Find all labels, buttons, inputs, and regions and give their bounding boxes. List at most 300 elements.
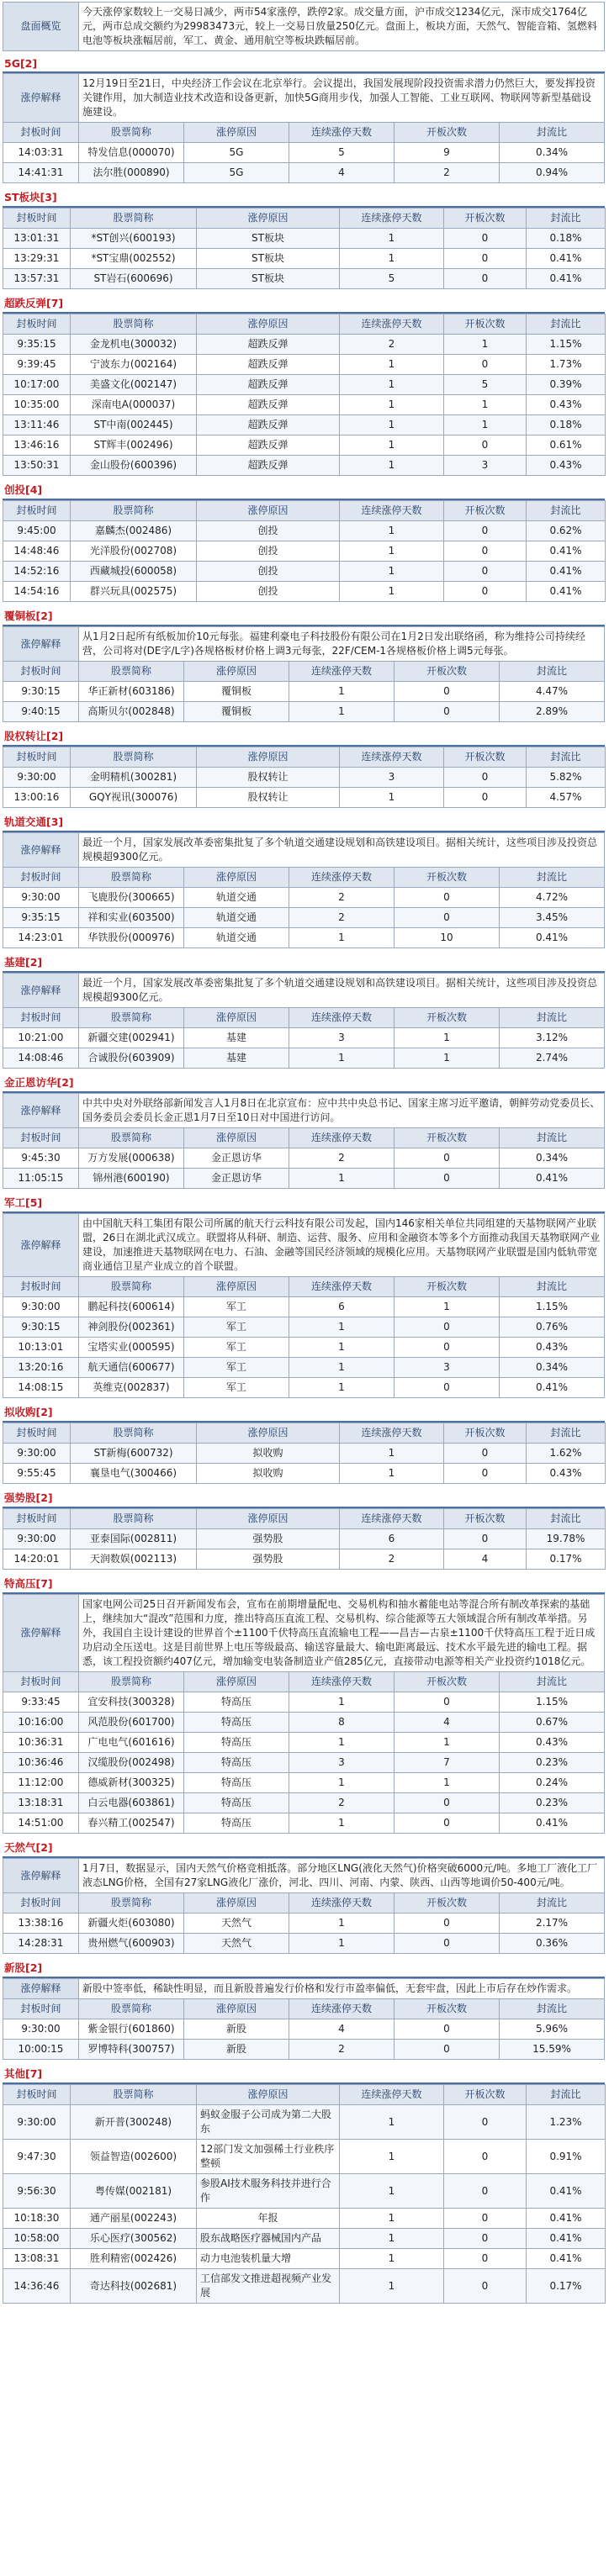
table-row — [3, 1338, 605, 1358]
column-header-limit-up-reason: 涨停原因 — [184, 1277, 289, 1297]
cell-limit-up-reason: 5G — [184, 163, 289, 183]
cell-stock-name: 紫金银行(601860) — [79, 2019, 184, 2040]
cell-seal-ratio: 0.94% — [500, 163, 605, 183]
cell-seal-time: 13:18:31 — [3, 1793, 79, 1813]
section-table — [3, 500, 606, 602]
cell-open-count: 2 — [395, 163, 500, 183]
cell-open-count: 10 — [395, 928, 500, 948]
cell-seal-ratio: 0.39% — [527, 375, 606, 395]
cell-seal-ratio: 1.15% — [500, 1692, 605, 1713]
column-header-seal-time: 封板时间 — [3, 1672, 79, 1692]
cell-seal-time: 9:30:00 — [3, 888, 79, 908]
cell-seal-time: 9:30:00 — [3, 1297, 79, 1317]
cell-seal-time: 9:30:00 — [3, 1444, 71, 1464]
cell-open-count: 4 — [444, 1549, 527, 1570]
cell-stock-name: GQY视讯(300076) — [71, 788, 197, 808]
cell-stock-name: *ST创兴(600193) — [71, 229, 197, 249]
cell-limit-up-reason: 天然气 — [184, 1914, 289, 1934]
cell-limit-up-reason: 超跌反弹 — [197, 415, 340, 435]
cell-consecutive-days: 1 — [340, 395, 444, 415]
cell-seal-time: 14:52:16 — [3, 562, 71, 582]
column-header-seal-time: 封板时间 — [3, 1277, 79, 1297]
cell-stock-name: 贵州燃气(600903) — [79, 1934, 184, 1954]
cell-seal-ratio: 0.91% — [527, 2140, 606, 2174]
cell-limit-up-reason: 超跌反弹 — [197, 375, 340, 395]
cell-consecutive-days: 2 — [340, 1549, 444, 1570]
sections-container — [3, 53, 605, 2304]
column-header-limit-up-reason: 涨停原因 — [197, 747, 340, 768]
column-header-stock-name: 股票简称 — [79, 123, 184, 143]
column-header-consecutive-days: 连续涨停天数 — [289, 1128, 395, 1148]
cell-seal-time: 14:23:01 — [3, 928, 79, 948]
table-row — [3, 456, 606, 476]
table-row — [3, 143, 605, 163]
header-row — [3, 1893, 605, 1914]
column-header-limit-up-reason: 涨停原因 — [184, 1999, 289, 2019]
cell-stock-name: 宁波东力(002164) — [71, 355, 197, 375]
header-row — [3, 501, 606, 521]
cell-limit-up-reason: 股权转让 — [197, 788, 340, 808]
cell-stock-name: 万方发展(000638) — [79, 1148, 184, 1169]
cell-limit-up-reason: 军工 — [184, 1297, 289, 1317]
cell-seal-ratio: 1.15% — [500, 1297, 605, 1317]
column-header-stock-name: 股票简称 — [71, 209, 197, 229]
section-title: 强势股[2] — [3, 1486, 605, 1508]
column-header-limit-up-reason: 涨停原因 — [184, 868, 289, 888]
column-header-open-count: 开板次数 — [444, 314, 527, 335]
cell-stock-name: 亚泰国际(002811) — [71, 1529, 197, 1549]
cell-seal-time: 9:56:30 — [3, 2174, 71, 2209]
cell-open-count: 1 — [395, 1028, 500, 1048]
cell-limit-up-reason: 新股 — [184, 2019, 289, 2040]
cell-consecutive-days: 2 — [289, 908, 395, 928]
cell-limit-up-reason: 特高压 — [184, 1713, 289, 1733]
cell-stock-name: 祥和实业(603500) — [79, 908, 184, 928]
cell-seal-ratio: 1.73% — [527, 355, 606, 375]
cell-open-count: 0 — [395, 1378, 500, 1398]
cell-consecutive-days: 1 — [340, 521, 444, 541]
cell-open-count: 0 — [395, 888, 500, 908]
cell-stock-name: 合诚股份(603909) — [79, 1048, 184, 1069]
table-row — [3, 1914, 605, 1934]
cell-seal-time: 10:16:00 — [3, 1713, 79, 1733]
cell-consecutive-days: 1 — [289, 1733, 395, 1753]
note-label: 涨停解释 — [3, 1859, 79, 1893]
table-row — [3, 521, 606, 541]
section-table — [3, 1858, 605, 1954]
column-header-seal-ratio: 封流比 — [500, 1893, 605, 1914]
table-row — [3, 1378, 605, 1398]
summary-label: 盘面概览 — [3, 3, 79, 51]
cell-seal-ratio: 2.74% — [500, 1048, 605, 1069]
cell-open-count: 0 — [444, 2209, 527, 2229]
cell-seal-time: 9:39:45 — [3, 355, 71, 375]
cell-seal-ratio: 0.61% — [527, 435, 606, 456]
cell-open-count: 0 — [395, 908, 500, 928]
cell-limit-up-reason: 工信部发文推进超视频产业发展 — [197, 2269, 340, 2304]
cell-stock-name: ST辉丰(002496) — [71, 435, 197, 456]
cell-limit-up-reason: 超跌反弹 — [197, 355, 340, 375]
cell-seal-time: 14:03:31 — [3, 143, 79, 163]
cell-stock-name: 华铁股份(000976) — [79, 928, 184, 948]
cell-limit-up-reason: 动力电池装机量大增 — [197, 2249, 340, 2269]
section-table — [3, 832, 605, 948]
cell-open-count: 0 — [395, 1169, 500, 1189]
cell-consecutive-days: 1 — [340, 788, 444, 808]
header-row — [3, 1128, 605, 1148]
cell-seal-time: 9:45:00 — [3, 521, 71, 541]
cell-stock-name: 白云电器(603861) — [79, 1793, 184, 1813]
cell-limit-up-reason: 军工 — [184, 1317, 289, 1338]
cell-limit-up-reason: 创投 — [197, 582, 340, 602]
cell-seal-ratio: 0.24% — [500, 1773, 605, 1793]
cell-limit-up-reason: 轨道交通 — [184, 888, 289, 908]
column-header-stock-name: 股票简称 — [71, 314, 197, 335]
column-header-open-count: 开板次数 — [444, 1509, 527, 1529]
cell-open-count: 0 — [444, 269, 527, 289]
cell-seal-ratio: 2.17% — [500, 1914, 605, 1934]
column-header-limit-up-reason: 涨停原因 — [184, 123, 289, 143]
table-row — [3, 249, 606, 269]
column-header-seal-time: 封板时间 — [3, 1893, 79, 1914]
cell-seal-ratio: 1.23% — [527, 2105, 606, 2140]
cell-limit-up-reason: 超跌反弹 — [197, 435, 340, 456]
header-row — [3, 1509, 606, 1529]
cell-consecutive-days: 1 — [340, 456, 444, 476]
column-header-limit-up-reason: 涨停原因 — [197, 501, 340, 521]
cell-seal-ratio: 0.41% — [527, 541, 606, 562]
cell-seal-ratio: 0.17% — [527, 2269, 606, 2304]
table-row — [3, 2019, 605, 2040]
cell-seal-ratio: 0.34% — [500, 1358, 605, 1378]
summary-text: 今天涨停家数较上一交易日减少，两市54家涨停，跌停2家。成交量方面，沪市成交1234亿元，深市成交1764亿元，两市总成交额约为29983473元，较上一交易日放量250亿元。盘面上，板块方面，天然气、智能音箱、氢燃料电池等板块涨幅居前，军工、黄金、通用航空等板块跌幅居前。 — [79, 3, 605, 51]
cell-seal-time: 11:12:00 — [3, 1773, 79, 1793]
table-row — [3, 1358, 605, 1378]
section-title: 天然气[2] — [3, 1835, 605, 1858]
cell-seal-time: 9:35:15 — [3, 335, 71, 355]
column-header-seal-time: 封板时间 — [3, 501, 71, 521]
cell-open-count: 0 — [444, 768, 527, 788]
cell-stock-name: 西藏城投(600058) — [71, 562, 197, 582]
section-table — [3, 2084, 606, 2304]
cell-limit-up-reason: 特高压 — [184, 1773, 289, 1793]
section-title: 基建[2] — [3, 950, 605, 973]
column-header-consecutive-days: 连续涨停天数 — [340, 747, 444, 768]
column-header-consecutive-days: 连续涨停天数 — [289, 1999, 395, 2019]
cell-seal-ratio: 4.57% — [527, 788, 606, 808]
cell-consecutive-days: 1 — [289, 682, 395, 702]
cell-open-count: 0 — [395, 1692, 500, 1713]
column-header-stock-name: 股票简称 — [79, 1128, 184, 1148]
table-row — [3, 1297, 605, 1317]
cell-limit-up-reason: 金正恩访华 — [184, 1169, 289, 1189]
cell-seal-time: 13:20:16 — [3, 1358, 79, 1378]
column-header-seal-time: 封板时间 — [3, 662, 79, 682]
column-header-limit-up-reason: 涨停原因 — [184, 1893, 289, 1914]
cell-stock-name: 神剑股份(002361) — [79, 1317, 184, 1338]
cell-seal-time: 13:01:31 — [3, 229, 71, 249]
cell-limit-up-reason: 创投 — [197, 562, 340, 582]
cell-seal-time: 14:28:31 — [3, 1934, 79, 1954]
cell-stock-name: 英维克(002837) — [79, 1378, 184, 1398]
table-row — [3, 415, 606, 435]
cell-open-count: 0 — [444, 541, 527, 562]
cell-seal-ratio: 0.41% — [527, 269, 606, 289]
column-header-seal-ratio: 封流比 — [500, 1999, 605, 2019]
cell-limit-up-reason: ST板块 — [197, 229, 340, 249]
cell-consecutive-days: 1 — [289, 1169, 395, 1189]
table-row — [3, 562, 606, 582]
column-header-consecutive-days: 连续涨停天数 — [289, 662, 395, 682]
cell-stock-name: 天润数娱(002113) — [71, 1549, 197, 1570]
cell-open-count: 0 — [395, 2019, 500, 2040]
cell-consecutive-days: 6 — [289, 1297, 395, 1317]
column-header-seal-ratio: 封流比 — [527, 1509, 606, 1529]
column-header-open-count: 开板次数 — [395, 1893, 500, 1914]
cell-seal-ratio: 0.41% — [527, 2249, 606, 2269]
table-row — [3, 1048, 605, 1069]
column-header-consecutive-days: 连续涨停天数 — [340, 1423, 444, 1444]
cell-seal-ratio: 0.41% — [527, 2174, 606, 2209]
cell-stock-name: 法尔胜(000890) — [79, 163, 184, 183]
cell-open-count: 3 — [395, 1358, 500, 1378]
cell-seal-ratio: 0.62% — [527, 521, 606, 541]
cell-limit-up-reason: ST板块 — [197, 249, 340, 269]
note-row — [3, 833, 605, 868]
cell-open-count: 0 — [444, 249, 527, 269]
table-row — [3, 229, 606, 249]
column-header-seal-time: 封板时间 — [3, 1128, 79, 1148]
column-header-limit-up-reason: 涨停原因 — [197, 1509, 340, 1529]
column-header-consecutive-days: 连续涨停天数 — [340, 314, 444, 335]
header-row — [3, 123, 605, 143]
column-header-stock-name: 股票简称 — [71, 2085, 197, 2105]
table-row — [3, 335, 606, 355]
column-header-consecutive-days: 连续涨停天数 — [289, 123, 395, 143]
cell-seal-ratio: 0.41% — [527, 582, 606, 602]
section-title: 军工[5] — [3, 1190, 605, 1213]
cell-consecutive-days: 2 — [340, 335, 444, 355]
cell-consecutive-days: 4 — [289, 2019, 395, 2040]
column-header-seal-ratio: 封流比 — [500, 1277, 605, 1297]
cell-seal-ratio: 5.96% — [500, 2019, 605, 2040]
cell-consecutive-days: 1 — [340, 582, 444, 602]
table-row — [3, 1464, 606, 1484]
cell-consecutive-days: 6 — [340, 1529, 444, 1549]
cell-consecutive-days: 1 — [289, 702, 395, 722]
table-row — [3, 682, 605, 702]
cell-limit-up-reason: 特高压 — [184, 1813, 289, 1834]
cell-open-count: 0 — [395, 702, 500, 722]
cell-consecutive-days: 1 — [340, 1464, 444, 1484]
cell-seal-time: 10:21:00 — [3, 1028, 79, 1048]
cell-limit-up-reason: 覆铜板 — [184, 682, 289, 702]
column-header-seal-ratio: 封流比 — [500, 662, 605, 682]
cell-seal-time: 9:47:30 — [3, 2140, 71, 2174]
header-row — [3, 1008, 605, 1028]
cell-limit-up-reason: 股东战略医疗器械国内产品 — [197, 2229, 340, 2249]
column-header-open-count: 开板次数 — [395, 1999, 500, 2019]
cell-consecutive-days: 1 — [340, 229, 444, 249]
cell-seal-time: 13:57:31 — [3, 269, 71, 289]
cell-seal-ratio: 0.34% — [500, 143, 605, 163]
cell-open-count: 0 — [444, 2269, 527, 2304]
cell-stock-name: 罗博特科(300757) — [79, 2040, 184, 2060]
table-row — [3, 2174, 606, 2209]
cell-consecutive-days: 1 — [340, 355, 444, 375]
cell-seal-time: 13:46:16 — [3, 435, 71, 456]
cell-seal-time: 9:55:45 — [3, 1464, 71, 1484]
section-title: 覆铜板[2] — [3, 604, 605, 626]
section-title: 拟收购[2] — [3, 1400, 605, 1423]
cell-stock-name: 金明精机(300281) — [71, 768, 197, 788]
cell-limit-up-reason: 拟收购 — [197, 1464, 340, 1484]
column-header-open-count: 开板次数 — [395, 1008, 500, 1028]
cell-consecutive-days: 1 — [340, 435, 444, 456]
cell-consecutive-days: 1 — [289, 1338, 395, 1358]
cell-seal-time: 14:41:31 — [3, 163, 79, 183]
column-header-stock-name: 股票简称 — [71, 1423, 197, 1444]
cell-limit-up-reason: 强势股 — [197, 1549, 340, 1570]
note-label: 涨停解释 — [3, 1214, 79, 1277]
column-header-consecutive-days: 连续涨停天数 — [340, 501, 444, 521]
header-row — [3, 1672, 605, 1692]
cell-stock-name: 群兴玩具(002575) — [71, 582, 197, 602]
column-header-consecutive-days: 连续涨停天数 — [289, 1277, 395, 1297]
cell-open-count: 1 — [395, 1733, 500, 1753]
column-header-limit-up-reason: 涨停原因 — [184, 1128, 289, 1148]
note-text: 从1月2日起所有纸板加价10元每张。福建利豪电子科技股份有限公司在1月2日发出联络函，称为维持公司持续经营，公司将对(DE字/L字)各规格板材价格上调3元每张，22F/CEM-1各规格板价格上调5元每张。 — [79, 627, 605, 662]
section-title: 创投[4] — [3, 478, 605, 500]
cell-limit-up-reason: 覆铜板 — [184, 702, 289, 722]
cell-seal-ratio: 0.41% — [527, 2209, 606, 2229]
cell-open-count: 0 — [444, 1444, 527, 1464]
table-row — [3, 1317, 605, 1338]
cell-stock-name: 航天通信(600677) — [79, 1358, 184, 1378]
cell-limit-up-reason: 超跌反弹 — [197, 456, 340, 476]
cell-seal-ratio: 15.59% — [500, 2040, 605, 2060]
cell-consecutive-days: 1 — [289, 1813, 395, 1834]
section-table — [3, 1508, 606, 1570]
cell-seal-ratio: 0.23% — [500, 1793, 605, 1813]
cell-consecutive-days: 1 — [340, 375, 444, 395]
cell-open-count: 0 — [444, 521, 527, 541]
cell-open-count: 0 — [444, 1529, 527, 1549]
cell-stock-name: 金山股份(600396) — [71, 456, 197, 476]
cell-limit-up-reason: 股权转让 — [197, 768, 340, 788]
column-header-open-count: 开板次数 — [444, 747, 527, 768]
cell-seal-time: 14:08:15 — [3, 1378, 79, 1398]
column-header-consecutive-days: 连续涨停天数 — [289, 1893, 395, 1914]
note-text: 最近一个月，国家发展改革委密集批复了多个轨道交通建设规划和高铁建设项目。据相关统计，这些项目涉及投资总规模超9300亿元。 — [79, 833, 605, 868]
cell-seal-ratio: 0.36% — [500, 1934, 605, 1954]
section-title: 新股[2] — [3, 1956, 605, 1978]
section-title: ST板块[3] — [3, 185, 605, 208]
column-header-consecutive-days: 连续涨停天数 — [340, 2085, 444, 2105]
cell-open-count: 0 — [395, 682, 500, 702]
table-row — [3, 2269, 606, 2304]
cell-seal-time: 13:29:31 — [3, 249, 71, 269]
column-header-open-count: 开板次数 — [395, 868, 500, 888]
cell-limit-up-reason: 5G — [184, 143, 289, 163]
table-row — [3, 1753, 605, 1773]
cell-limit-up-reason: 金正恩访华 — [184, 1148, 289, 1169]
column-header-limit-up-reason: 涨停原因 — [184, 1672, 289, 1692]
cell-open-count: 1 — [444, 395, 527, 415]
cell-limit-up-reason: 轨道交通 — [184, 928, 289, 948]
cell-consecutive-days: 1 — [340, 2140, 444, 2174]
cell-consecutive-days: 1 — [340, 2105, 444, 2140]
cell-open-count: 0 — [395, 1813, 500, 1834]
cell-seal-time: 14:51:00 — [3, 1813, 79, 1834]
cell-seal-time: 9:30:00 — [3, 1529, 71, 1549]
cell-seal-ratio: 0.43% — [527, 1464, 606, 1484]
cell-seal-ratio: 4.47% — [500, 682, 605, 702]
note-text: 国家电网公司25日召开新闻发布会，宣布在前期增量配电、交易机构和抽水蓄能电站等混合所有制改革探索的基础上，继续加大“混改”范围和力度，推出特高压直流工程、交易机构、综合能源等五大领域混合所有制改革举措。另外，我国自主设计建设的世界首个±1100千伏特高压直流输电工程——昌吉—古泉±1100千伏特高压工程于近日成功启动全压送电。这是目前世界上电压等级最高、输送容量最大、输电距离最远、技术水平最先进的输电工程。据悉，该工程投资额约407亿元，增加输变电装备制造业产值285亿元，直接带动电源等相关产业投资约1018亿元。 — [79, 1595, 605, 1672]
cell-consecutive-days: 1 — [340, 2209, 444, 2229]
cell-seal-time: 11:05:15 — [3, 1169, 79, 1189]
column-header-open-count: 开板次数 — [444, 2085, 527, 2105]
table-row — [3, 908, 605, 928]
cell-seal-ratio: 0.23% — [500, 1753, 605, 1773]
cell-limit-up-reason: 基建 — [184, 1028, 289, 1048]
cell-limit-up-reason: 年报 — [197, 2209, 340, 2229]
cell-consecutive-days: 1 — [340, 1444, 444, 1464]
column-header-consecutive-days: 连续涨停天数 — [289, 868, 395, 888]
section-table — [3, 314, 606, 476]
cell-seal-time: 13:50:31 — [3, 456, 71, 476]
cell-stock-name: 通产丽星(002243) — [71, 2209, 197, 2229]
cell-stock-name: 广电电气(601616) — [79, 1733, 184, 1753]
cell-open-count: 1 — [444, 335, 527, 355]
column-header-open-count: 开板次数 — [395, 1672, 500, 1692]
column-header-limit-up-reason: 涨停原因 — [197, 2085, 340, 2105]
table-row — [3, 435, 606, 456]
cell-open-count: 0 — [444, 2105, 527, 2140]
cell-open-count: 0 — [395, 1793, 500, 1813]
cell-open-count: 0 — [444, 1464, 527, 1484]
header-row — [3, 1999, 605, 2019]
column-header-stock-name: 股票简称 — [79, 662, 184, 682]
cell-stock-name: 宜安科技(300328) — [79, 1692, 184, 1713]
cell-stock-name: 高斯贝尔(002848) — [79, 702, 184, 722]
cell-stock-name: 嘉麟杰(002486) — [71, 521, 197, 541]
cell-seal-time: 10:36:31 — [3, 1733, 79, 1753]
table-row — [3, 1934, 605, 1954]
cell-consecutive-days: 1 — [340, 249, 444, 269]
column-header-open-count: 开板次数 — [395, 1128, 500, 1148]
cell-seal-time: 14:08:46 — [3, 1048, 79, 1069]
cell-limit-up-reason: 蚂蚁金服子公司成为第二大股东 — [197, 2105, 340, 2140]
cell-stock-name: 新疆火炬(603080) — [79, 1914, 184, 1934]
column-header-seal-time: 封板时间 — [3, 747, 71, 768]
cell-seal-ratio: 1.62% — [527, 1444, 606, 1464]
table-row — [3, 1529, 606, 1549]
cell-limit-up-reason: 新股 — [184, 2040, 289, 2060]
cell-consecutive-days: 1 — [340, 2229, 444, 2249]
column-header-stock-name: 股票简称 — [79, 1893, 184, 1914]
column-header-limit-up-reason: 涨停原因 — [197, 1423, 340, 1444]
cell-consecutive-days: 3 — [289, 1753, 395, 1773]
cell-seal-time: 14:54:16 — [3, 582, 71, 602]
column-header-limit-up-reason: 涨停原因 — [184, 1008, 289, 1028]
header-row — [3, 1423, 606, 1444]
column-header-seal-ratio: 封流比 — [527, 2085, 606, 2105]
section-title: 股权转让[2] — [3, 724, 605, 747]
cell-stock-name: 光洋股份(002708) — [71, 541, 197, 562]
header-row — [3, 868, 605, 888]
note-text: 1月7日，数据显示，国内天然气价格竞相抵落。部分地区LNG(液化天然气)价格突破6000元/吨。多地工厂液化工厂液态LNG价格，全国有27家LNG液化厂涨价，河北、四川、河南、内蒙、陕西、山西等地调价50-400元/吨。 — [79, 1859, 605, 1893]
